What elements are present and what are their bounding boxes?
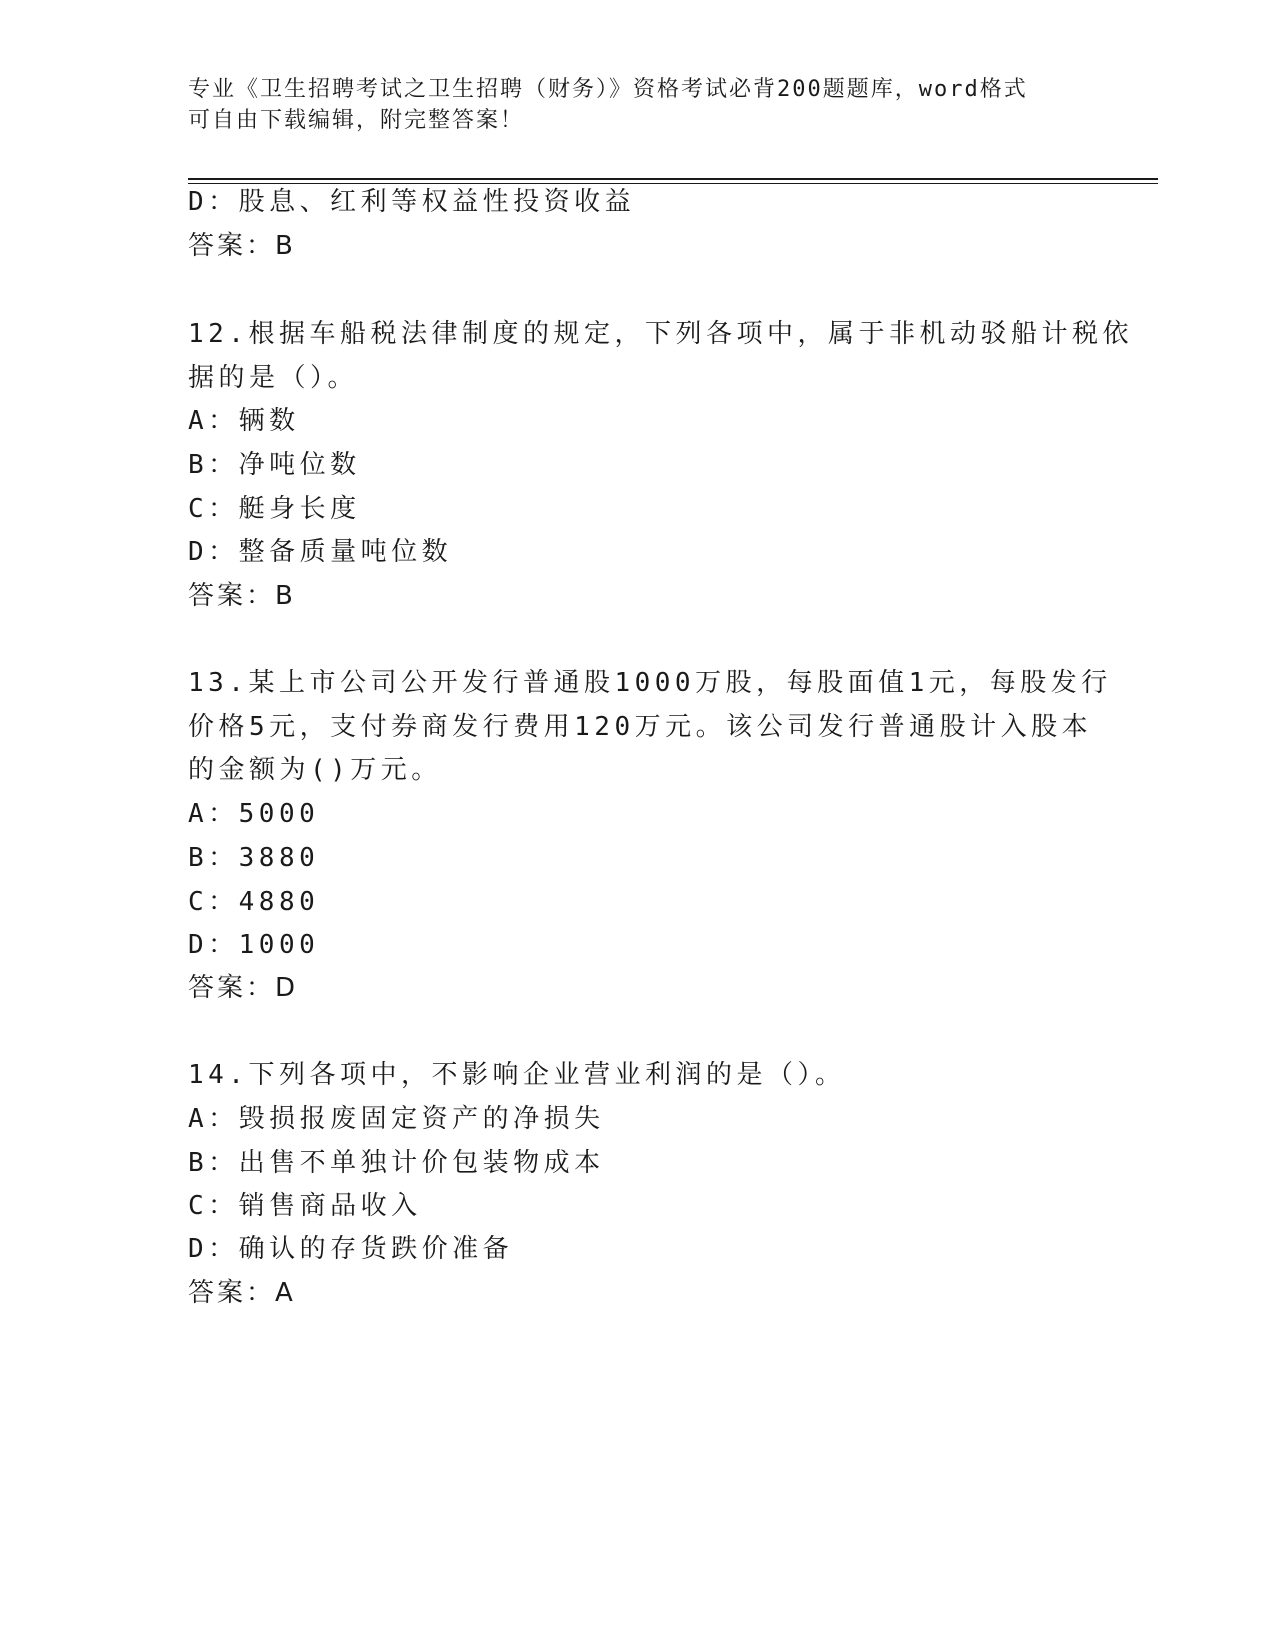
- q12-answer: 答案：B: [188, 581, 296, 611]
- prev-answer: 答案：B: [188, 231, 296, 261]
- q13-stem-line-1: 13.某上市公司公开发行普通股1000万股，每股面值1元，每股发行: [188, 668, 1112, 698]
- prev-option-d: D：股息、红利等权益性投资收益: [188, 187, 636, 217]
- document-header: [188, 74, 1088, 136]
- q13-option-c: C：4880: [188, 887, 320, 917]
- q13-stem-line-3: 的金额为()万元。: [188, 755, 442, 785]
- q13-answer: 答案：D: [188, 973, 299, 1003]
- q12-stem-line-1: 12.根据车船税法律制度的规定，下列各项中，属于非机动驳船计税依: [188, 319, 1133, 349]
- q14-answer: 答案：A: [188, 1278, 296, 1308]
- q12-option-d: D：整备质量吨位数: [188, 537, 453, 567]
- q14-option-d: D：确认的存货跌价准备: [188, 1234, 514, 1264]
- q13-stem-line-2: 价格5元，支付券商发行费用120万元。该公司发行普通股计入股本: [188, 712, 1093, 742]
- header-divider-thick: [188, 178, 1158, 180]
- q14-option-a: A：毁损报废固定资产的净损失: [188, 1104, 605, 1134]
- header-line-2: 可自由下载编辑，附完整答案！: [188, 108, 525, 133]
- q13-option-b: B：3880: [188, 843, 320, 873]
- q13-option-d: D：1000: [188, 930, 320, 960]
- header-line-1: 专业《卫生招聘考试之卫生招聘（财务）》资格考试必背200题题库，word格式: [188, 77, 1028, 102]
- q13-option-a: A：5000: [188, 799, 320, 829]
- q14-stem-line-1: 14.下列各项中，不影响企业营业利润的是（）。: [188, 1060, 846, 1090]
- q12-option-c: C：艇身长度: [188, 494, 361, 524]
- q14-option-b: B：出售不单独计价包装物成本: [188, 1148, 605, 1178]
- q12-option-b: B：净吨位数: [188, 450, 361, 480]
- q12-stem-line-2: 据的是（）。: [188, 363, 359, 393]
- q12-option-a: A：辆数: [188, 406, 300, 436]
- q14-option-c: C：销售商品收入: [188, 1191, 422, 1221]
